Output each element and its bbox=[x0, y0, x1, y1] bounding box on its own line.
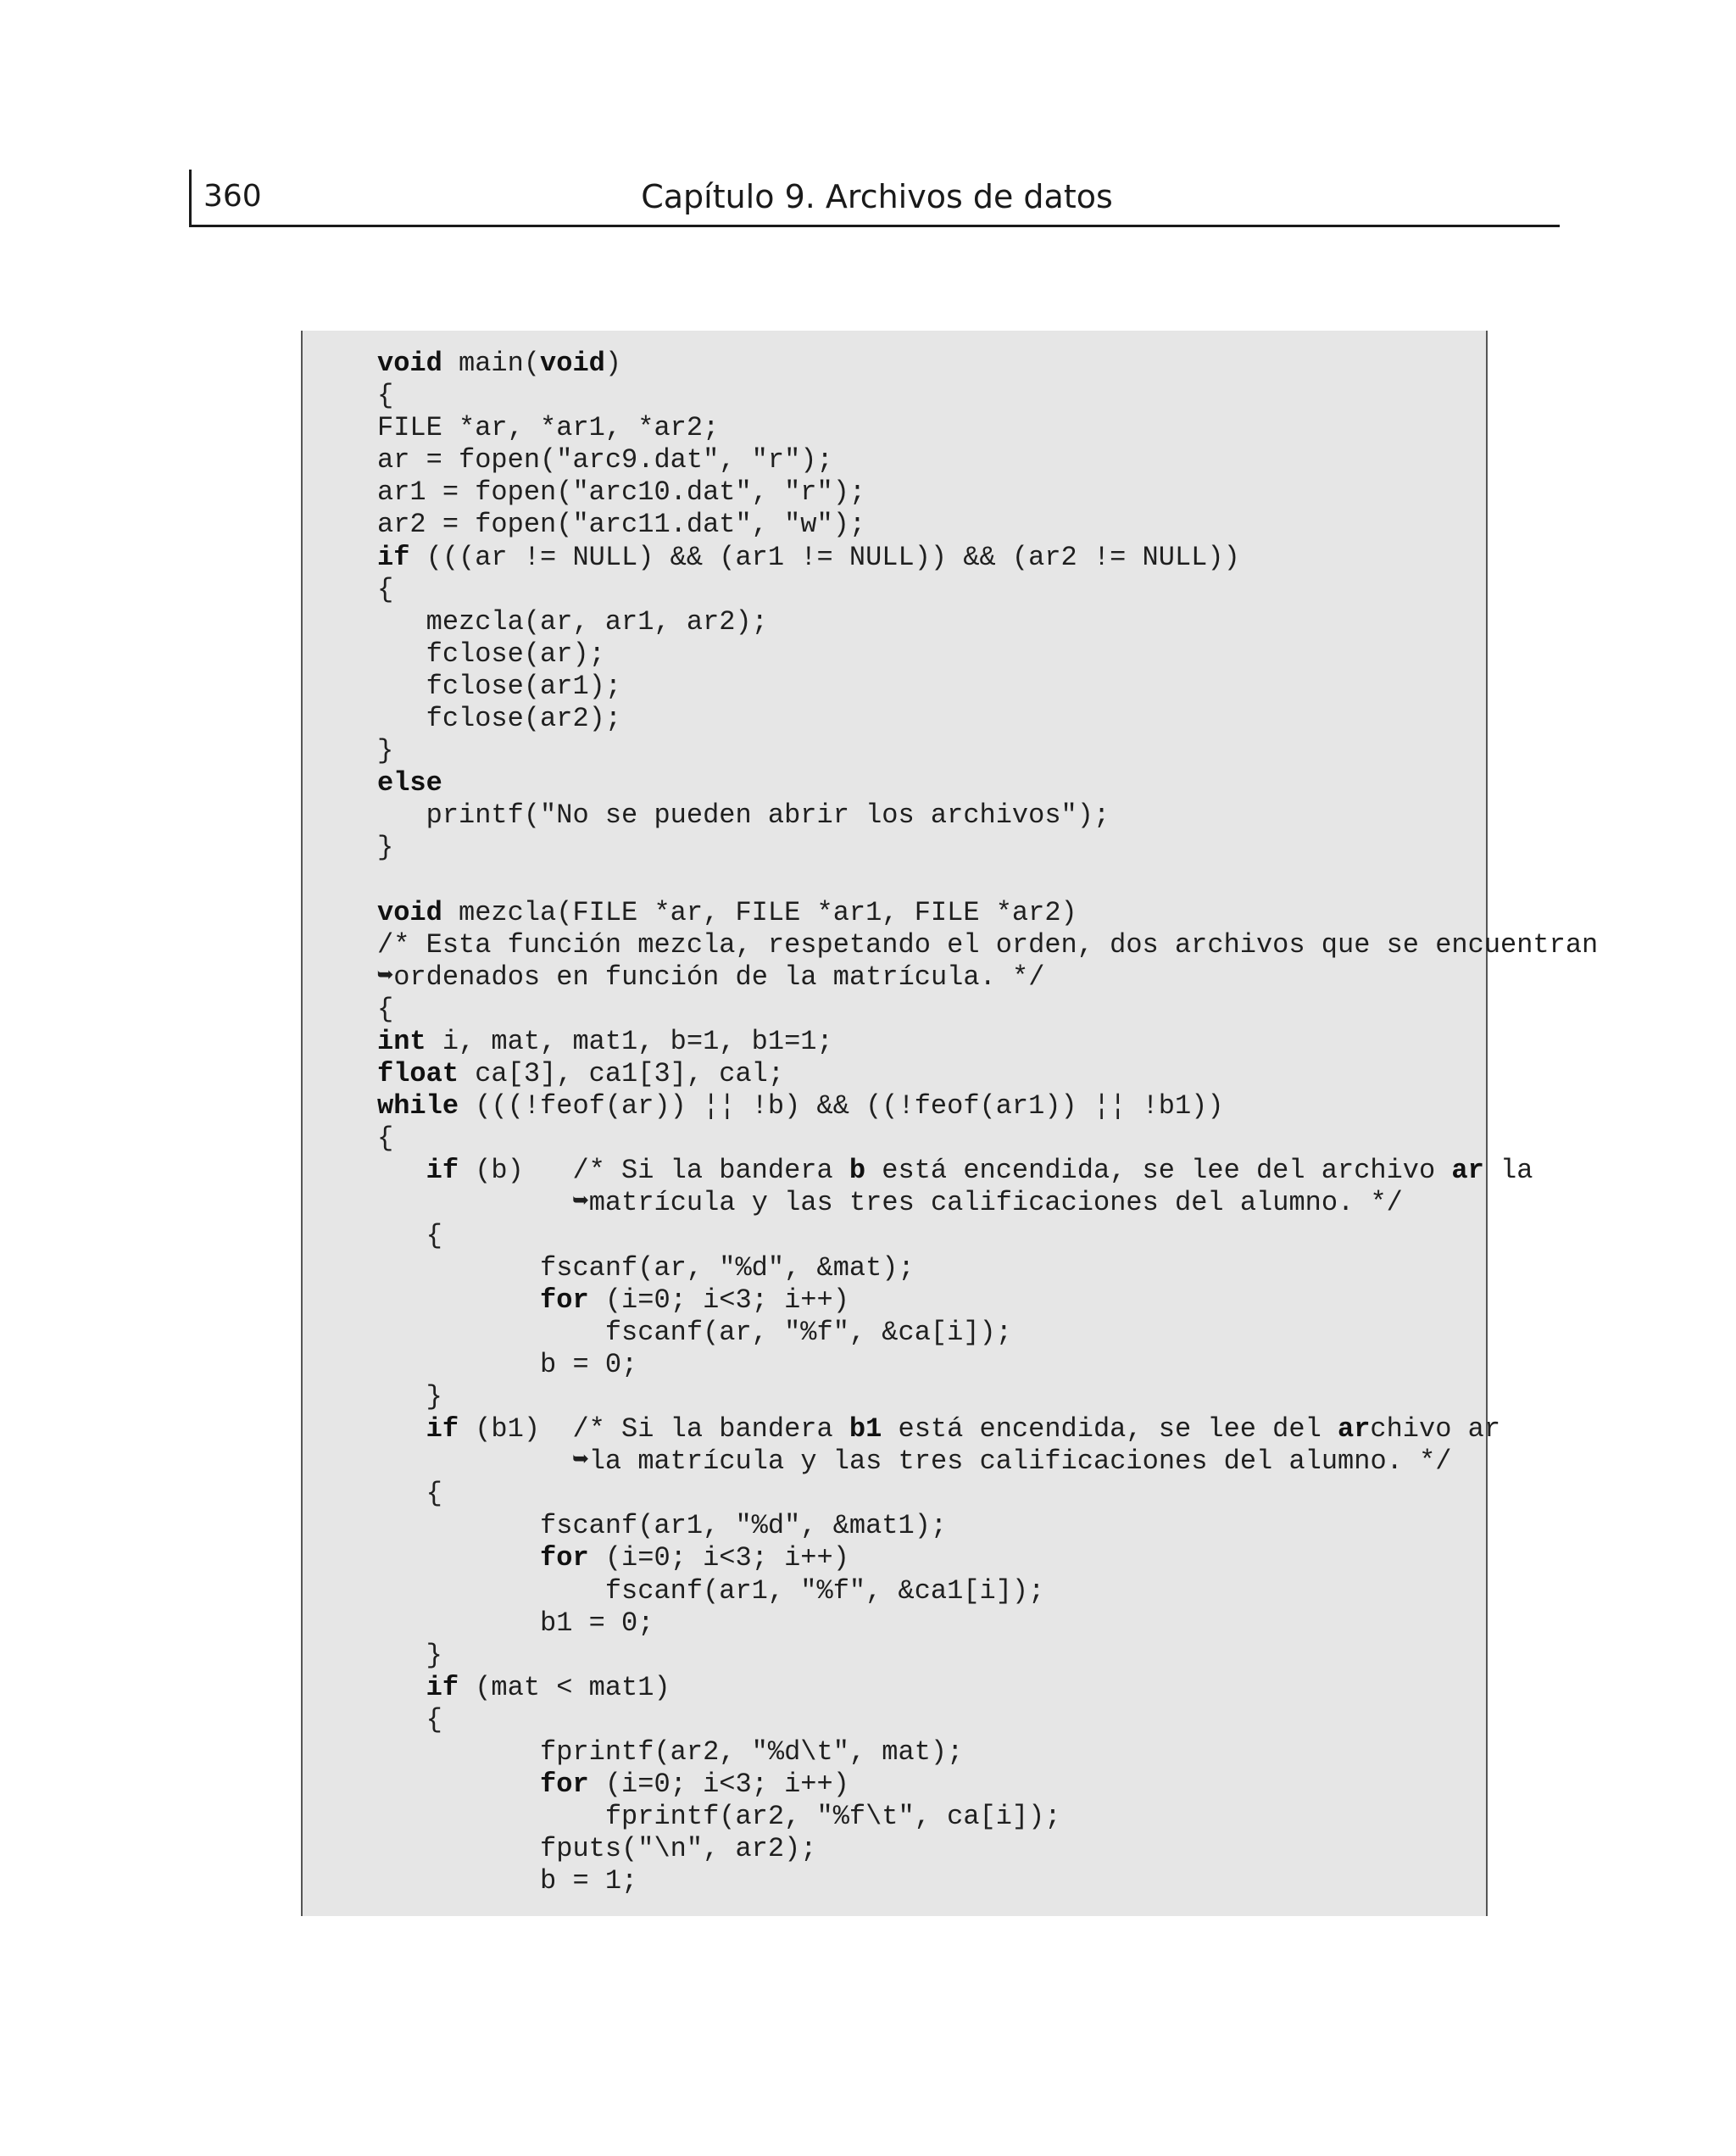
code-line: fscanf(ar1, "%f", &ca1[i]); bbox=[377, 1574, 1045, 1607]
code-line: float ca[3], ca1[3], cal; bbox=[377, 1058, 785, 1090]
code-line: b = 1; bbox=[377, 1865, 638, 1897]
code-line: { bbox=[377, 1703, 442, 1735]
code-line: for (i=0; i<3; i++) bbox=[540, 1769, 849, 1801]
code-line: { bbox=[377, 1123, 394, 1155]
code-line: ar1 = fopen("arc10.dat", "r"); bbox=[377, 476, 866, 509]
code-line bbox=[377, 865, 1598, 897]
code-line: { bbox=[377, 1478, 442, 1510]
code-line: ➥matrícula y las tres calificaciones del alumno. */ bbox=[377, 1187, 1403, 1219]
code-line: b1 = 0; bbox=[377, 1607, 654, 1639]
code-line: { bbox=[377, 380, 394, 412]
code-line: if (b) /* Si la bandera b está encendida, se lee del archivo ar la bbox=[426, 1155, 1533, 1187]
code-listing bbox=[377, 348, 1598, 1898]
chapter-title: Capítulo 9. Archivos de datos bbox=[641, 178, 1113, 215]
code-line: int i, mat, mat1, b=1, b1=1; bbox=[377, 1025, 833, 1057]
code-line: printf("No se pueden abrir los archivos"); bbox=[377, 799, 1110, 832]
code-listing-box bbox=[301, 331, 1599, 1916]
code-line: if (b1) /* Si la bandera b1 está encendida, se lee del archivo ar bbox=[426, 1413, 1501, 1446]
code-line: for (i=0; i<3; i++) bbox=[540, 1284, 849, 1316]
page-header bbox=[189, 170, 1560, 227]
code-line: b = 0; bbox=[377, 1348, 638, 1380]
code-line: { bbox=[377, 993, 394, 1025]
code-line: fscanf(ar, "%d", &mat); bbox=[377, 1251, 915, 1284]
code-line: fscanf(ar1, "%d", &mat1); bbox=[377, 1510, 948, 1542]
code-line: else bbox=[377, 767, 442, 799]
code-line: } bbox=[377, 1639, 442, 1671]
code-line: fclose(ar); bbox=[377, 638, 605, 670]
code-line: fclose(ar1); bbox=[377, 670, 622, 702]
code-line: ➥ordenados en función de la matrícula. */ bbox=[377, 961, 1045, 993]
code-line: if (((ar != NULL) && (ar1 != NULL)) && (ar2 != NULL)) bbox=[377, 541, 1240, 573]
code-line: ar = fopen("arc9.dat", "r"); bbox=[377, 444, 833, 476]
code-line: mezcla(ar, ar1, ar2); bbox=[377, 605, 768, 638]
code-line: fscanf(ar, "%f", &ca[i]); bbox=[377, 1316, 1012, 1348]
code-line: while (((!feof(ar)) ¦¦ !b) && ((!feof(ar1)) ¦¦ !b1)) bbox=[377, 1090, 1224, 1123]
page-number: 360 bbox=[203, 179, 262, 214]
code-line: /* Esta función mezcla, respetando el orden, dos archivos que se encuentran bbox=[377, 928, 1599, 961]
code-line: ar2 = fopen("arc11.dat", "w"); bbox=[377, 509, 866, 541]
code-line: fputs("\n", ar2); bbox=[377, 1833, 817, 1865]
code-line: fprintf(ar2, "%d\t", mat); bbox=[377, 1736, 964, 1769]
code-line: ➥la matrícula y las tres calificaciones del alumno. */ bbox=[377, 1446, 1452, 1478]
code-line: if (mat < mat1) bbox=[426, 1671, 670, 1703]
code-line: { bbox=[377, 1219, 442, 1251]
code-line: } bbox=[377, 735, 394, 767]
code-line: } bbox=[377, 832, 394, 864]
code-line: FILE *ar, *ar1, *ar2; bbox=[377, 412, 720, 444]
code-line: } bbox=[377, 1381, 442, 1412]
code-line: void main(void) bbox=[377, 348, 622, 379]
code-line: { bbox=[377, 573, 394, 605]
code-line: fclose(ar2); bbox=[377, 703, 622, 735]
code-line: fprintf(ar2, "%f\t", ca[i]); bbox=[377, 1801, 1061, 1833]
code-line: void mezcla(FILE *ar, FILE *ar1, FILE *ar2) bbox=[377, 896, 1077, 928]
code-line: for (i=0; i<3; i++) bbox=[540, 1542, 849, 1574]
